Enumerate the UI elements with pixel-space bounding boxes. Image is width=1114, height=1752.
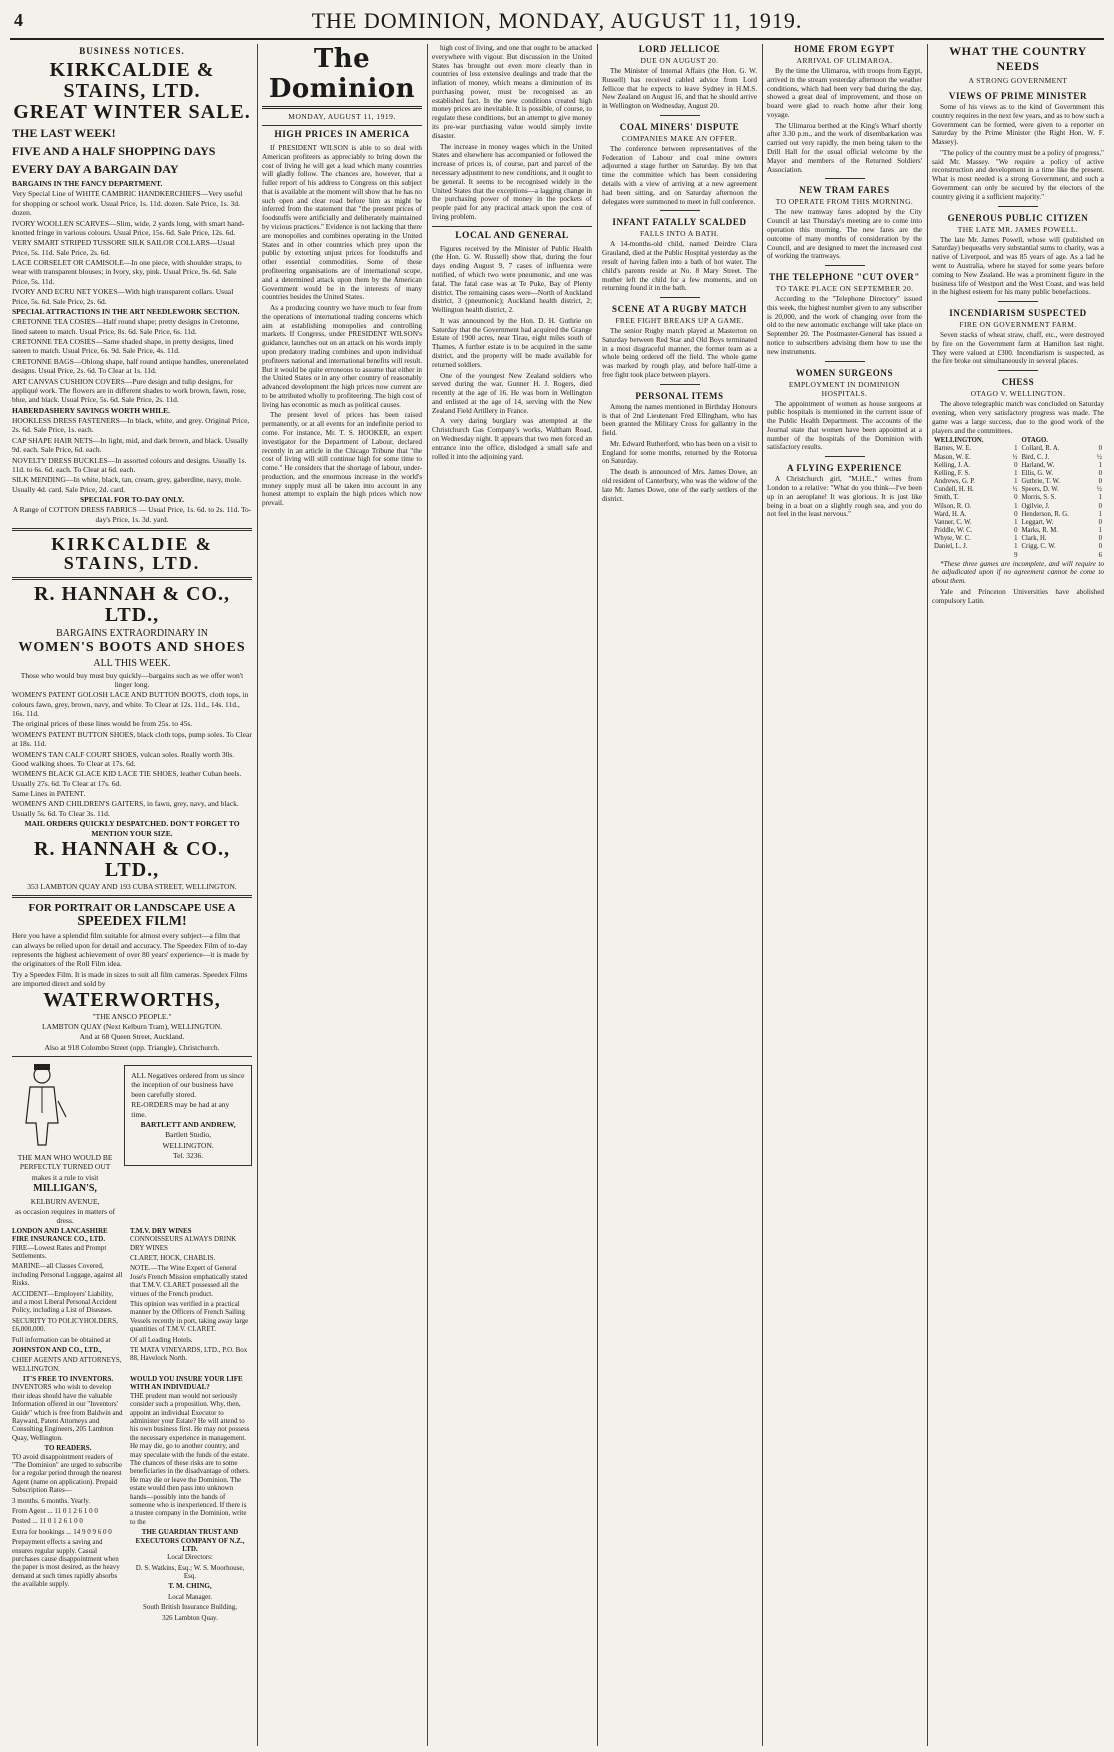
telephone-subhead: TO TAKE PLACE ON SEPTEMBER 20.: [775, 284, 914, 294]
chess-table-row: [932, 543, 1104, 551]
chess-subhead: OTAGO V. WELLINGTON.: [970, 389, 1066, 399]
page-number: 4: [14, 10, 23, 30]
chess-note: [932, 560, 1104, 586]
column-rule: [597, 44, 598, 1746]
art-needlework-heading: SPECIAL ATTRACTIONS IN THE ART NEEDLEWORK SECTION.: [12, 306, 240, 316]
column-rule: [427, 44, 428, 1746]
story-rule: [660, 384, 700, 385]
chess-table-cell: Harland, W.: [1021, 461, 1055, 469]
art-item: ART CANVAS CUSHION COVERS—Pure design and tulip designs, for appliqué work. The flowers are in different shades to work brown, fawn, rose, blue, and black. Usual Price, 5s. 6d. Sale Price, 2s. 11d.: [12, 376, 246, 405]
what-country-needs-heading: WHAT THE COUNTRY NEEDS: [949, 44, 1087, 73]
lord-jellicoe-heading: LORD JELLICOE: [638, 44, 721, 54]
art-item: CRETONNE TEA COSIES—Same shaded shape, in pretty designs, lined sateen to match. Usual Price, 6s. 9d. Sale Price, 4s. 11d.: [12, 337, 234, 356]
local-paragraph: One of the youngest New Zealand soldiers who served during the war, Gunner H. J. Rogers, died recently at the age of 16. He was born in Wellington and enlisted at the age of 14, serving with the New Zealand Field Artillery in France.: [432, 371, 592, 415]
mail-orders-note: MAIL ORDERS QUICKLY DESPATCHED. DON'T FORGET TO MENTION YOUR SIZE.: [24, 819, 240, 838]
hannah-intro: Those who would buy must buy quickly—bargains such as we offer won't linger long.: [20, 670, 244, 689]
bartlett-ad: [124, 1065, 252, 1166]
chess-table-cell: Speers, D. W.: [1021, 486, 1059, 494]
chess-table-row: [932, 494, 1104, 502]
guardian-line: Local Directors:: [167, 1553, 213, 1562]
hannah-all-week: ALL THIS WEEK.: [93, 657, 171, 669]
waterworths-address-3: Also at 918 Colombo Street (opp. Triangle), Christchurch.: [44, 1042, 220, 1052]
milligan-ad: [12, 1061, 252, 1227]
rates-header: 3 months. 6 months. Yearly.: [12, 1496, 91, 1505]
telephone-heading: THE TELEPHONE "CUT OVER": [769, 272, 920, 283]
women-surgeons-subhead: EMPLOYMENT IN DOMINION HOSPITALS.: [788, 379, 901, 398]
story-paragraph: The death is announced of Mrs. James Dowe, an old resident of Canterbury, who was the widow of the late Mr. James Dowe, one of the early settlers of the district.: [602, 468, 757, 503]
milligan-text-2: makes it a rule to visit: [31, 1172, 99, 1182]
rugby-match-body: [602, 327, 757, 380]
inventors-and-trust-row: [12, 1375, 252, 1624]
section-rule: [432, 226, 592, 227]
hannah-item: WOMEN'S PATENT BUTTON SHOES, black cloth tops, pump soles. To Clear at 18s. 11d.: [12, 729, 252, 749]
chess-table-cell: Mason, W. E.: [934, 453, 971, 461]
incendiarism-subhead: FIRE ON GOVERNMENT FARM.: [959, 320, 1077, 330]
guardian-line: South British Insurance Building,: [142, 1603, 238, 1612]
chess-table-row: [932, 552, 1104, 560]
story-rule: [825, 265, 865, 266]
leader-rule: [262, 125, 422, 126]
story-paragraph: The senior Rugby match played at Masterton on Saturday between Red Star and Old Boys terminated in a most disgraceful manner, the former team as a whole being ordered off the field. The whole game was marked by rough play, and before half-time a free fight took place between players.: [602, 327, 757, 379]
chess-table-cell: 1: [1014, 518, 1018, 526]
leader-column: [262, 44, 422, 1746]
story-rule: [825, 178, 865, 179]
hannah-item: WOMEN'S PATENT GOLOSH LACE AND BUTTON BOOTS, cloth tops, in colours fawn, grey, brown, navy, and white. To Clear at 12s. 11d., 14s. 11d., 16s. 11d.: [12, 690, 249, 719]
story-paragraph: Seven stacks of wheat straw, chaff, etc., were destroyed by fire on the Government farm at Hamilton last night. They were valued at £300. Incendiarism is suspected, as the fire broke out simultaneously in several places.: [932, 331, 1104, 366]
guardian-line: T. M. CHING,: [168, 1582, 212, 1591]
tmv-line: Of all Leading Hotels.: [130, 1335, 193, 1344]
bartlett-line: ALL Negatives ordered from us since the inception of our business have been carefully stored.: [131, 1071, 245, 1099]
haberdashery-item: CAP SHAPE HAIR NETS—In light, mid, and dark brown, and black. Usually 9d. each. Sale Price, 6d. each.: [12, 435, 249, 455]
haberdashery-item: SILK MENDING—In white, black, tan, cream, grey, gaberdine, navy, mole. Usually 4d. card. Sale Price, 2d. card.: [12, 475, 242, 494]
insurance-line: JOHNSTON AND CO., LTD.,: [12, 1345, 102, 1354]
local-paragraph: It was announced by the Hon. D. H. Guthrie on Saturday that the Government had acquired the Grange Estate of 1900 acres, near Tirau, eight miles south of Thames. A further estate is to be acquired in the same district, and the property will be made available for returned soldiers.: [432, 316, 592, 369]
haberdashery-item: HOOKLESS DRESS FASTENERS—In black, white, and grey. Original Price, 2s. 6d. Sale Price, 1s. each.: [12, 416, 250, 435]
kirkcaldie-subtitle: GREAT WINTER SALE.: [13, 101, 251, 123]
art-items-list: [12, 317, 252, 404]
coal-dispute-body: [602, 145, 757, 206]
guardian-line: Local Manager.: [168, 1592, 212, 1601]
insurance-line: Full information can be obtained at: [12, 1335, 111, 1344]
chess-table-body: [932, 445, 1104, 559]
guardian-line: 326 Lambton Quay.: [162, 1613, 218, 1622]
ad-divider: [12, 528, 252, 531]
story-paragraph: "The policy of the country must be a policy of progress," said Mr. Massey. "We require a policy of active reconstruction and development in a time like the present. What is most needed is a strong Government, and such a Government can only be secured by the electors of the country giving it a sufficient majority.": [932, 148, 1104, 201]
women-surgeons-body: [767, 400, 922, 453]
incendiarism-body: [932, 331, 1104, 366]
editorial-paragraph: high cost of living, and one that ought to be attacked everywhere with vigour. But discussion in the United States has brought out even more clearly than in countries of less extensive dealings and trade that the inflation of money, which means a diminution of its purchasing power, must be recognised as an established fact. In the new conditions created high money prices are inevitable. It is possible, of course, to regulate these conditions, but an attempt to give money its pre-war purchasing value would simply invite disaster.: [432, 44, 592, 140]
speedex-heading-2: SPEEDEX FILM!: [77, 914, 187, 930]
chess-table-cell: Ellis, G. W.: [1021, 469, 1054, 477]
chess-table-cell: Leggart, W.: [1021, 518, 1054, 526]
chess-table-cell: 1: [1014, 445, 1018, 453]
chess-table-row: [932, 470, 1104, 478]
story-rule: [998, 370, 1038, 371]
tmv-line: TE MATA VINEYARDS, LTD., P.O. Box 88, Havelock North.: [130, 1345, 248, 1363]
chess-table-cell: Crigg, C. W.: [1021, 543, 1056, 551]
would-you-heading: WOULD YOU INSURE YOUR LIFE WITH AN INDIVIDUAL?: [130, 1375, 243, 1392]
story-rule: [660, 115, 700, 116]
lord-jellicoe-subhead: DUE ON AUGUST 20.: [640, 56, 719, 65]
ad-divider: [12, 1056, 252, 1057]
haberdashery-items-list: [12, 416, 252, 494]
guardian-heading: THE GUARDIAN TRUST AND EXECUTORS COMPANY OF N.Z., LTD.: [135, 1528, 245, 1553]
leader-heading: HIGH PRICES IN AMERICA: [274, 130, 410, 140]
chess-table-row: [932, 454, 1104, 462]
column-rule: [927, 44, 928, 1746]
story-paragraph: A 14-months-old child, named Deirdre Clara Grauland, died at the Public Hospital yesterday as the result of having fallen into a bath of hot water. The child's parents reside at No. 8 Mary Street. The mother left the child for a few moments, and on returning found it in the bath.: [602, 240, 757, 293]
chess-table-cell: 0: [1098, 543, 1102, 551]
speedex-try: Try a Speedex Film. It is made in sizes to suit all film cameras. Speedex Films are imported direct and sold by: [12, 969, 248, 989]
milligan-address: KELBURN AVENUE,: [30, 1196, 100, 1206]
chess-intro: [932, 400, 1104, 435]
generous-citizen-body: [932, 236, 1104, 297]
gentleman-illustration-icon: [12, 1061, 72, 1147]
story-paragraph: The new tramway fares adopted by the City Council at last Thursday's meeting are to come into operation this morning. The new fares are the outcome of many months of consideration by the Council, and are designed to meet the increased cost of working the tramways.: [767, 208, 922, 261]
story-paragraph: The Minister of Internal Affairs (the Hon. G. W. Russell) has received cabled advice from Lord Jellicoe that he expects to leave Sydney in H.M.S. New Zealand on August 16, and that he should arrive in Wellington on Wednesday, August 20.: [602, 67, 757, 111]
home-from-egypt-heading: HOME FROM EGYPT: [794, 44, 895, 54]
story-paragraph: The late Mr. James Powell, whose will (published on Saturday) bequeaths very substantial sums to charity, was a native of Liverpool, and was 85 years of age. As a lad he went to Australia, where he stayed for some years before coming to New Zealand. He was a prominent figure in the business life of Westport and the West Coast, and was held in the highest esteem for his many public benefactions.: [932, 235, 1104, 297]
chess-table-cell: Kelling, F. S.: [934, 469, 970, 477]
news-column-5: [767, 44, 922, 1746]
story-paragraph: The conference between representatives of the Federation of Labour and coal mine owners adjourned a stage further on Saturday. By ten that time the committee which has been considering details with a view of arriving at a new agreement had been sitting, and on Saturday afternoon the delegates were summoned to meet in full conference.: [602, 144, 757, 206]
chess-table-row: [932, 445, 1104, 453]
waterworths-address-2: And at 68 Queen Street, Auckland.: [79, 1032, 185, 1042]
women-surgeons-heading: WOMEN SURGEONS: [795, 367, 894, 378]
tmv-heading: T.M.V. DRY WINES: [130, 1226, 192, 1235]
readers-body: TO avoid disappointment readers of "The Dominion" are urged to subscribe for a regular period through the nearest Agent (name on application). Prepaid Subscription Rates—: [12, 1452, 122, 1495]
chess-table-cell: 0: [1098, 535, 1102, 543]
chess-table-cell: Wilson, R. O.: [934, 502, 972, 510]
bartlett-line: RE-ORDERS may be had at any time.: [131, 1100, 230, 1119]
chess-table-row: [932, 519, 1104, 527]
coal-dispute-subhead: COMPANIES MAKE AN OFFER.: [621, 133, 738, 143]
insurance-line: CHIEF AGENTS AND ATTORNEYS, WELLINGTON.: [12, 1356, 122, 1373]
waterworths-name: WATERWORTHS,: [43, 988, 221, 1011]
chess-table-cell: 1: [1098, 461, 1102, 469]
story-rule: [825, 361, 865, 362]
prime-minister-views-body: [932, 103, 1104, 202]
hannah-item: WOMEN'S BLACK GLACE KID LACE TIE SHOES, leather Cuban heels. Usually 27s. 6d. To Clear at 17s. 6d.: [12, 769, 242, 788]
shopping-days-heading: FIVE AND A HALF SHOPPING DAYS: [12, 144, 216, 158]
editorial-continued-body: [432, 44, 592, 222]
guardian-trust-ad: [130, 1375, 250, 1624]
hannah-subtitle: BARGAINS EXTRAORDINARY IN: [56, 627, 208, 639]
chess-table-cell: 0: [1098, 478, 1102, 486]
chess-table-cell: Clark, H.: [1021, 535, 1047, 543]
milligan-tail: as occasion requires in matters of dress.: [15, 1207, 116, 1226]
hannah-boots-heading: WOMEN'S BOOTS AND SHOES: [18, 639, 246, 655]
hannah-items-list: [12, 690, 252, 818]
insurance-line: SECURITY TO POLICYHOLDERS, £6,000,000.: [12, 1316, 118, 1334]
readers-heading: TO READERS.: [44, 1444, 92, 1453]
local-paragraph: Figures received by the Minister of Public Health (the Hon. G. W. Russell) show that, during the four days ending August 9, 7 cases of influenza were notified, of which two were pneumonic, and one was fatal. The fatal case was at Te Puke, Bay of Plenty district. The remaining cases were—North of Auckland district, 3 (pneumonic); Auckland health district, 2; Wellington health district, 2.: [432, 244, 592, 315]
fancy-item: VERY SMART STRIPED TUSSORE SILK SAILOR COLLARS—Usual Price, 5s. 11d. Sale Price, 2s. 6d.: [12, 238, 235, 257]
personal-items-body: [602, 403, 757, 504]
generous-citizen-heading: GENEROUS PUBLIC CITIZEN: [947, 212, 1089, 223]
incendiarism-heading: INCENDIARISM SUSPECTED: [949, 308, 1087, 319]
leader-body: [262, 144, 422, 508]
rugby-match-heading: SCENE AT A RUGBY MATCH: [612, 304, 747, 315]
story-rule: [660, 297, 700, 298]
haberdashery-item: NOVELTY DRESS BUCKLES—In assorted colours and designs. Usually 1s. 11d. to 6s. 6d. each. To Clear at 6d. each.: [12, 455, 247, 474]
insurance-line: MARINE—all Classes Covered, including Personal Luggage, against all Risks.: [12, 1262, 123, 1288]
tmv-wine-ad: [130, 1227, 250, 1365]
chess-table-row: [932, 478, 1104, 486]
infant-scalded-body: [602, 240, 757, 293]
hannah-item: The original prices of these lines would be from 25s. to 45s.: [12, 719, 193, 729]
column-rule: [762, 44, 763, 1746]
chess-table-cell: 1: [1014, 469, 1018, 477]
page-masthead: [0, 0, 1114, 40]
story-paragraph: The appointment of women as house surgeons at public hospitals is mentioned in the current issue of the Public Health Department. The accounts of the Journal state that women have been appointed at a number of the hospitals of the Dominion with satisfactory results.: [767, 399, 922, 452]
flying-experience-body: [767, 475, 922, 519]
chess-table-cell: 1: [1014, 502, 1018, 510]
story-paragraph: By the time the Ulimaroa, with troops from Egypt, arrived in the stream yesterday afternoon the weather conditions, which had been very bad during the day, showed a great deal of improvement, and those on board were glad to reach home after their long voyage.: [767, 67, 922, 119]
tmv-line: CLARET, HOCK, CHABLIS.: [130, 1254, 216, 1263]
chess-table-cell: 6: [1098, 551, 1102, 559]
chess-table-cell: ½: [1012, 486, 1018, 494]
chess-table-cell: Ward, H. A.: [934, 510, 967, 518]
story-paragraph: A Christchurch girl, "M.H.E.," writes from London to a relative: "What do you think—I've been up in an aeroplane! It was glorious. It is just like being in a boat on a slightly rough sea, and you do not feel in the least nervous.": [767, 475, 922, 519]
leader-paragraph: As a producing country we have much to fear from the operations of international trading concerns which aim at establishing monopolies and controlling markets. If Congress, under PRESIDENT WILSON's guidance, launches out on an attack on his words imply upon predatory trading combines and upon individual profiteers national and international benefits will result. But it would be quite erroneous to assume that either in the United States or in any other country of reasonably advanced development the high prices now current are to be attributed wholly to profiteering. The high cost of living has economic as much as political causes.: [262, 304, 422, 409]
chess-table-cell: ½: [1012, 453, 1018, 461]
fancy-item: Very Special Line of WHITE CAMBRIC HANDKERCHIEFS—Very useful for shopping or school work. Usual Price, 1s. 11d. dozen. Sale Price, 1s. 3d. dozen.: [12, 189, 243, 218]
chess-note-text: *These three games are incomplete, and will require to be adjudicated upon if no agreement cannot be come to about them.: [932, 559, 1104, 586]
chess-table-cell: [932, 552, 1007, 560]
hannah-item: WOMEN'S AND CHILDREN'S GAITERS, in fawn, grey, navy, and black. Usually 5s. 6d. To Clear 3s. 11d.: [12, 799, 239, 818]
hannah-address: 353 LAMBTON QUAY AND 193 CUBA STREET, WELLINGTON.: [27, 881, 237, 891]
chess-table-cell: 0: [1098, 518, 1102, 526]
chess-table-cell: 0: [1014, 527, 1018, 535]
tmv-line: CONNOISSEURS ALWAYS DRINK DRY WINES: [130, 1235, 237, 1252]
milligan-text-1: THE MAN WHO WOULD BE PERFECTLY TURNED OUT: [17, 1153, 113, 1172]
editorial-continued-column: [432, 44, 592, 1746]
inventors-ad: [12, 1375, 124, 1590]
speedex-body: Here you have a splendid film suitable for almost every subject—a film that can always be relied upon for detail and accuracy. The Speedex Film of to-day represents the highest achievement of over 80 years' experience—it is made by the originators of the Roll Film idea.: [12, 931, 249, 969]
waterworths-sub: "THE ANSCO PEOPLE.": [92, 1011, 172, 1021]
chess-table-cell: 0: [1014, 510, 1018, 518]
chess-table-cell: Vanner, C. W.: [934, 518, 972, 526]
chess-table-cell: Collard, R. A.: [1021, 445, 1060, 453]
chess-table-cell: 0: [1014, 461, 1018, 469]
hannah-item: WOMEN'S TAN CALF COURT SHOES, vulcan soles. Really worth 30s. Good walking shoes. To Clear at 17s. 6d.: [12, 749, 235, 768]
inventors-heading: IT'S FREE TO INVENTORS.: [22, 1375, 114, 1384]
story-rule: [825, 456, 865, 457]
chess-table-row: [932, 527, 1104, 535]
tmv-line: This opinion was verified in a practical manner by the Officers of French Sailing Vessels recently in port, taking away large quantities of T.M.V. CLARET.: [130, 1299, 249, 1334]
chess-table-cell: Bird, C. J.: [1021, 453, 1050, 461]
special-today-item: A Range of COTTON DRESS FABRICS — Usual Price, 1s. 6d. to 2s. 11d. To-day's Price, 1s. 3d. yard.: [12, 505, 252, 524]
special-today-heading: SPECIAL FOR TO-DAY ONLY.: [79, 495, 185, 504]
home-from-egypt-subhead: ARRIVAL OF ULIMAROA.: [796, 56, 893, 65]
milligan-block: [12, 1061, 118, 1227]
chess-table-cell: 0: [1098, 469, 1102, 477]
bartlett-line: Bartlett Studio,: [165, 1130, 212, 1140]
chess-table-cell: Smith, T.: [934, 494, 959, 502]
chess-table-cell: [1020, 552, 1092, 560]
rates-row: From Agent ... 11 0 1 2 6 1 0 0: [12, 1506, 98, 1515]
story-paragraph: Mr. Edward Rutherford, who has been on a visit to England for some months, returned by the Rotorua on Saturday.: [602, 439, 757, 466]
chess-table-row: [932, 486, 1104, 494]
chess-table-cell: Daniel, L. J.: [934, 543, 968, 551]
insurance-line: ACCIDENT—Employers' Liability, and a most Liberal Personal Accident Policy, including a List of Diseases.: [12, 1289, 117, 1315]
tram-fares-subhead: TO OPERATE FROM THIS MORNING.: [775, 197, 914, 207]
chess-table-cell: Ogilvie, J.: [1021, 502, 1050, 510]
chess-table-cell: Priddle, W. C.: [934, 527, 973, 535]
strong-government-subhead: A STRONG GOVERNMENT: [968, 76, 1068, 85]
story-rule: [998, 301, 1038, 302]
bartlett-line: WELLINGTON.: [162, 1140, 214, 1150]
rates-row: Extra for bookings ... 14 9 0 9 6 0 0: [12, 1527, 112, 1536]
last-week-heading: THE LAST WEEK!: [12, 126, 116, 140]
ad-divider: [12, 895, 252, 898]
news-column-6: [932, 44, 1104, 1746]
chess-table-cell: 1: [1098, 494, 1102, 502]
fancy-item: IVORY WOOLLEN SCARVES—Slim, wide, 2 yards long, with smart hand-knotted fringe in various colours. Usual Price, 15s. 6d. Sale Price, 12s. 6d.: [12, 218, 245, 237]
chess-results-table: [932, 437, 1104, 559]
local-general-body: [432, 245, 592, 462]
fancy-item: LACE CORSELET OR CAMISOLE—In one piece, with shoulder straps, to wear with transparent blouses; in Ivory, sky, pink. Usual Price, 9s. 6d. Sale Price, 5s. 11d.: [12, 258, 242, 286]
tmv-line: NOTE.—The Wine Expert of General Jose's French Mission emphatically stated that T.M.V. CLARET possessed all the virtues of the French product.: [130, 1264, 248, 1298]
chess-table-cell: 1: [1014, 535, 1018, 543]
local-paragraph: A very daring burglary was attempted at the Christchurch Gas Company's works, Waltham Road, on Wednesday night. It appears that two men forced an entrance into the office, dislodged a small safe and rolled it into the adjoining yard.: [432, 417, 592, 461]
newspaper-date-line: THE DOMINION, MONDAY, AUGUST 11, 1919.: [311, 8, 803, 33]
story-rule: [998, 206, 1038, 207]
chess-table-row: [932, 535, 1104, 543]
lord-jellicoe-body: [602, 67, 757, 111]
home-from-egypt-body: [767, 67, 922, 174]
chess-table-cell: Andrews, G. P.: [934, 478, 975, 486]
personal-items-heading: PERSONAL ITEMS: [635, 390, 724, 401]
latin-note-text: Yale and Princeton Universities have abolished compulsory Latin.: [932, 588, 1104, 605]
insurance-line: FIRE—Lowest Rates and Prompt Settlements.: [12, 1243, 107, 1261]
masthead-rule: [10, 38, 1104, 40]
prime-minister-views-heading: VIEWS OF PRIME MINISTER: [948, 91, 1088, 101]
local-general-heading: LOCAL AND GENERAL: [455, 230, 569, 241]
insurance-and-wine-row: [12, 1227, 252, 1375]
insurance-ad: [12, 1227, 124, 1375]
news-column-4: [602, 44, 757, 1746]
chess-table-cell: Morris, S. S.: [1021, 494, 1057, 502]
chess-table-cell: Cundell, H. H.: [934, 486, 974, 494]
latin-note: [932, 588, 1104, 606]
leader-paragraph: The present level of prices has been raised permanently, or at all events for an indefinite period to come. For instance, Mr. T. S. HOOKER, an expert investigator for the Department of Labour, declared recently in an article in the Chicago Tribune that "the cost of living will still continue high for some time to come." He considers that the shortage of labour, under-production, and the enormous increase in the world's money supply must all be taken into account in any honest attempt to explain the high prices which now prevail.: [262, 411, 422, 508]
chess-table-cell: Kelling, J. A.: [934, 461, 971, 469]
business-notices-label: BUSINESS NOTICES.: [79, 46, 185, 56]
chess-table-cell: Barnes, W. E.: [934, 445, 972, 453]
chess-heading: CHESS: [1001, 377, 1035, 388]
story-rule: [660, 210, 700, 211]
haberdashery-heading: HABERDASHERY SAVINGS WORTH WHILE.: [12, 405, 170, 415]
chess-table-cell: Henderson, R. G.: [1021, 510, 1069, 518]
flying-experience-heading: A FLYING EXPERIENCE: [786, 463, 903, 474]
chess-column-header: OTAGO.: [1021, 437, 1048, 445]
fancy-items-list: [12, 189, 252, 306]
waterworths-address-1: LAMBTON QUAY (Next Kelburn Tram), WELLINGTON.: [41, 1021, 223, 1031]
chess-table-cell: 0: [1014, 494, 1018, 502]
art-item: CRETONNE BAGS—Oblong shape, half round antique handles, unerenelated designs. Usual Price, 2s. 6d. To Clear at 1s. 11d.: [12, 356, 249, 376]
editorial-paragraph: The increase in money wages which in the United States and elsewhere has accompanied or followed the increase of prices is, of course, part and parcel of the necessary adjustment to new conditions, and it ought to be general. It seems to be recognised widely in the United States that the exceptions—a lagging change in the purchasing power of money in the pockets of people paid for any practical attack upon the cost of living problem.: [432, 142, 592, 221]
ad-divider: [12, 577, 252, 580]
hannah-footer: R. HANNAH & CO., LTD.,: [34, 837, 230, 881]
chess-table-cell: 1: [1014, 543, 1018, 551]
guardian-line: D. S. Watkins, Esq.; W. S. Moorhouse, Esq.: [135, 1563, 245, 1581]
story-paragraph: The above telegraphic match was concluded on Saturday evening, when very satisfactory progress was made. The game was a large success, due to the good work of the players and the committees.: [932, 400, 1104, 435]
coal-dispute-heading: COAL MINERS' DISPUTE: [619, 121, 740, 132]
leader-date: MONDAY, AUGUST 11, 1919.: [288, 112, 396, 121]
story-paragraph: The Ulimaroa berthed at the King's Wharf shortly after 3.30 p.m., and the work of disembarkation was carried out very rapidly, the men being taken to the Drill Hall for the usual official welcome by the Mayor and members of the Returned Soldiers' Association.: [767, 121, 922, 174]
chess-table-cell: 9: [1014, 551, 1018, 559]
leader-paragraph: If PRESIDENT WILSON is able to so deal with American profiteers as appreciably to bring down the cost of living he will get a lead which many countries will gladly follow. The chances are, however, that a fuller report of his address to Congress on this subject that is available at the moment will show that he has no such open and clear road before him as might be inferred from the statement that "the present prices of foodstuffs were artificially and deliberately maintained by vicious practices." Evidence is not lacking that there are monopolies and combines operating in the United States and in other countries which prey upon the public by extorting unjust prices for foodstuffs and other essential commodities. Some of these profiteering organisations are of international scope, and a determined attack upon them by the American Government would be in the interests of many countries besides the United States.: [262, 144, 422, 302]
chess-table-cell: ½: [1096, 453, 1102, 461]
kirkcaldie-title: KIRKCALDIE & STAINS, LTD.: [49, 59, 215, 102]
chess-table-row: [932, 503, 1104, 511]
paper-name: The Dominion: [262, 44, 422, 109]
chess-table-cell: ½: [1096, 486, 1102, 494]
art-item: CRETONNE TEA COSIES—Half round shape; pretty designs in Cretonne, lined sateen to match. Usual Price, 8s. 6d. Sale Price, 6s. 11d.: [12, 317, 240, 336]
infant-scalded-heading: INFANT FATALLY SCALDED: [612, 217, 747, 228]
chess-table-cell: 1: [1098, 510, 1102, 518]
chess-table-row: [932, 511, 1104, 519]
infant-scalded-subhead: FALLS INTO A BATH.: [639, 229, 719, 239]
chess-column-header: WELLINGTON.: [934, 437, 984, 445]
telephone-body: [767, 295, 922, 356]
insurance-heading: LONDON AND LANCASHIRE FIRE INSURANCE CO., LTD.: [12, 1226, 108, 1244]
tram-fares-heading: NEW TRAM FARES: [799, 185, 890, 196]
chess-table-header: [932, 437, 1104, 445]
bartlett-line: BARTLETT AND ANDREW,: [140, 1119, 236, 1129]
generous-citizen-subhead: THE LATE MR. JAMES POWELL.: [957, 224, 1079, 234]
story-paragraph: Among the names mentioned in Birthday Honours is that of 2nd Lieutenant Fred Ellingham, who has been granted the Military Cross for gallantry in the field.: [602, 402, 757, 438]
rugby-match-subhead: FREE FIGHT BREAKS UP A GAME.: [615, 316, 744, 326]
advertisements-column: [12, 44, 252, 1746]
chess-table-cell: 1: [1014, 478, 1018, 486]
story-paragraph: Some of his views as to the kind of Government this country requires in the next few years, and as to how such a Government can be formed, were given to a reporter on Saturday by the Prime Minister (the Right Hon. W. F. Massey).: [932, 103, 1104, 147]
chess-table-cell: Guthrie, T. W.: [1021, 478, 1060, 486]
inventors-body: INVENTORS who wish to develop their ideas should have the valuable Information offered in our "Inventors' Guide" which is free from Baldwin and Rayward, Patent Attorneys and Consulting Engineers, 205 Lambton Quay, Wellington.: [12, 1383, 123, 1442]
speedex-heading-1: FOR PORTRAIT OR LANDSCAPE USE A: [28, 902, 236, 915]
tram-fares-body: [767, 208, 922, 261]
chess-table-cell: 0: [1098, 445, 1102, 453]
chess-table-cell: 0: [1098, 502, 1102, 510]
rates-row: Posted ... 11 0 1 2 6 1 0 0: [12, 1517, 83, 1526]
column-rule: [257, 44, 258, 1746]
chess-table-cell: 1: [1098, 527, 1102, 535]
readers-tail: Prepayment effects a saving and ensures regular supply. Casual purchases cause disappointment when the paper is most desired, as the heavy demand at such times rapidly absorbs the available supply.: [12, 1538, 120, 1589]
hannah-title: R. HANNAH & CO., LTD.,: [34, 582, 230, 626]
would-you-body: THE prudent man would not seriously consider such a proposition. Why, then, appoint an individual Executor to administer your Estate? He will attend to his own business first. He may not possess the necessary experience in management. He may die, go to another country, and may speculate with the funds of the estate. The chances of these risks are to some beneficiaries in the disadvantage of others. He may die or leave the Dominion. The estate would then pass into unknown hands—possibly into the hands of someone who is inexperienced. If there is a trustee company in the Dominion, write to the: [130, 1391, 250, 1526]
fancy-department-heading: BARGAINS IN THE FANCY DEPARTMENT.: [12, 179, 163, 188]
chess-table-cell: Whyte, W. C.: [934, 535, 971, 543]
bartlett-line: Tel. 3236.: [173, 1151, 204, 1161]
chess-table-cell: Marks, R. M.: [1021, 527, 1058, 535]
bargain-day-heading: EVERY DAY A BARGAIN DAY: [12, 162, 179, 176]
story-paragraph: According to the "Telephone Directory" issued this week, the highest number given to any subscriber is 20,000, and the work of changing over from the old to the new automatic exchange will take place on September 20. The Postmaster-General has issued a notice to subscribers advising them how to use the new instruments.: [767, 295, 922, 356]
kirkcaldie-footer: KIRKCALDIE & STAINS, LTD.: [51, 534, 213, 574]
chess-table-row: [932, 462, 1104, 470]
milligan-name: MILLIGAN'S,: [33, 1183, 97, 1195]
hannah-item: Same Lines in PATENT.: [12, 789, 86, 799]
fancy-item: IVORY AND ECRU NET YOKES—With high transparent collars. Usual Price, 5s. 6d. Sale Price, 2s. 6d.: [12, 287, 234, 306]
